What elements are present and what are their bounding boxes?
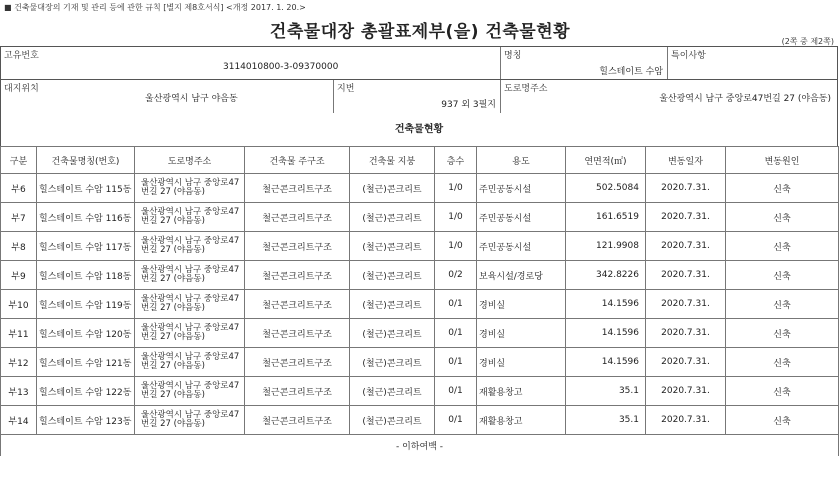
- table-header-row: [1, 147, 839, 174]
- row-road-address: 울산광역시 남구 중앙로47번길 27 (야음동): [135, 377, 245, 406]
- row-roof: (철근)콘크리트: [350, 290, 435, 319]
- row-main-structure: 철근콘크리트구조: [245, 232, 350, 261]
- row-building-name: 힐스테이트 수암 120동: [37, 319, 135, 348]
- row-change-date: 2020.7.31.: [646, 290, 726, 319]
- row-use: 재활용창고: [477, 377, 566, 406]
- row-roof: (철근)콘크리트: [350, 348, 435, 377]
- column-header: 건축물 주구조: [245, 147, 350, 174]
- column-header: 연면적(㎡): [566, 147, 646, 174]
- row-main-structure: 철근콘크리트구조: [245, 377, 350, 406]
- row-building-name: 힐스테이트 수암 122동: [37, 377, 135, 406]
- table-row: [1, 348, 839, 377]
- row-roof: (철근)콘크리트: [350, 406, 435, 435]
- name-label: 명칭: [504, 51, 522, 61]
- row-building-name: 힐스테이트 수암 121동: [37, 348, 135, 377]
- row-road-address: 울산광역시 남구 중앙로47번길 27 (야음동): [135, 406, 245, 435]
- row-change-reason: 신축: [726, 406, 839, 435]
- table-row: [1, 232, 839, 261]
- column-header: 층수: [435, 147, 477, 174]
- row-road-address: 울산광역시 남구 중앙로47번길 27 (야음동): [135, 203, 245, 232]
- table-body: [1, 174, 839, 457]
- row-change-date: 2020.7.31.: [646, 232, 726, 261]
- row-building-name: 힐스테이트 수암 116동: [37, 203, 135, 232]
- column-header: 변동원인: [726, 147, 839, 174]
- row-floor-area: 35.1: [566, 406, 646, 435]
- row-roof: (철근)콘크리트: [350, 377, 435, 406]
- form-law-note: ■ 건축물대장의 기재 및 관리 등에 관한 규칙 [별지 제8호서식] <개정 2017. 1. 20.>: [4, 3, 306, 12]
- lot-value: 937 외 3필지: [441, 100, 496, 110]
- row-road-address: 울산광역시 남구 중앙로47번길 27 (야음동): [135, 290, 245, 319]
- id-label: 고유번호: [4, 51, 39, 61]
- row-main-structure: 철근콘크리트구조: [245, 348, 350, 377]
- row-road-address: 울산광역시 남구 중앙로47번길 27 (야음동): [135, 261, 245, 290]
- id-cell: [1, 47, 501, 79]
- row-gubun: 부13: [1, 377, 37, 406]
- row-roof: (철근)콘크리트: [350, 232, 435, 261]
- row-roof: (철근)콘크리트: [350, 261, 435, 290]
- lot-label: 지번: [337, 84, 355, 94]
- row-change-reason: 신축: [726, 377, 839, 406]
- building-status-table: [0, 146, 839, 456]
- row-building-name: 힐스테이트 수암 123동: [37, 406, 135, 435]
- column-header: 건축물명칭(번호): [37, 147, 135, 174]
- row-road-address: 울산광역시 남구 중앙로47번길 27 (야음동): [135, 348, 245, 377]
- row-road-address: 울산광역시 남구 중앙로47번길 27 (야음동): [135, 174, 245, 203]
- end-of-list-note: - 이하여백 -: [1, 435, 839, 457]
- row-floors: 1/0: [435, 232, 477, 261]
- site-label: 대지위치: [4, 84, 39, 94]
- row-change-date: 2020.7.31.: [646, 319, 726, 348]
- row-main-structure: 철근콘크리트구조: [245, 319, 350, 348]
- row-floor-area: 14.1596: [566, 290, 646, 319]
- column-header: 구분: [1, 147, 37, 174]
- special-label: 특이사항: [671, 51, 706, 61]
- row-gubun: 부7: [1, 203, 37, 232]
- header-row-location: [0, 79, 838, 113]
- special-cell: [668, 47, 837, 79]
- row-change-date: 2020.7.31.: [646, 406, 726, 435]
- table-row: [1, 203, 839, 232]
- row-floors: 0/1: [435, 319, 477, 348]
- row-floors: 0/1: [435, 406, 477, 435]
- table-row: [1, 261, 839, 290]
- row-roof: (철근)콘크리트: [350, 174, 435, 203]
- row-floors: 0/2: [435, 261, 477, 290]
- row-use: 재활용창고: [477, 406, 566, 435]
- row-floor-area: 14.1596: [566, 319, 646, 348]
- row-main-structure: 철근콘크리트구조: [245, 290, 350, 319]
- row-main-structure: 철근콘크리트구조: [245, 203, 350, 232]
- road-label: 도로명주소: [504, 84, 548, 94]
- row-gubun: 부8: [1, 232, 37, 261]
- row-floors: 1/0: [435, 174, 477, 203]
- table-row: [1, 290, 839, 319]
- row-change-reason: 신축: [726, 290, 839, 319]
- row-gubun: 부11: [1, 319, 37, 348]
- row-use: 경비실: [477, 348, 566, 377]
- row-main-structure: 철근콘크리트구조: [245, 261, 350, 290]
- row-gubun: 부10: [1, 290, 37, 319]
- row-change-reason: 신축: [726, 174, 839, 203]
- column-header: 변동일자: [646, 147, 726, 174]
- table-row: [1, 406, 839, 435]
- section-title: 건축물현황: [0, 113, 838, 146]
- row-use: 주민공동시설: [477, 232, 566, 261]
- row-use: 경비실: [477, 290, 566, 319]
- row-floors: 1/0: [435, 203, 477, 232]
- row-change-date: 2020.7.31.: [646, 348, 726, 377]
- row-change-date: 2020.7.31.: [646, 377, 726, 406]
- row-change-date: 2020.7.31.: [646, 174, 726, 203]
- row-change-date: 2020.7.31.: [646, 261, 726, 290]
- name-value: 힐스테이트 수암: [599, 67, 663, 77]
- header-row-identity: [0, 46, 838, 80]
- column-header: 건축물 지붕: [350, 147, 435, 174]
- road-value: 울산광역시 남구 중앙로47번길 27 (야음동): [659, 94, 831, 104]
- row-use: 주민공동시설: [477, 174, 566, 203]
- name-cell: [501, 47, 668, 79]
- row-main-structure: 철근콘크리트구조: [245, 406, 350, 435]
- table-row: [1, 319, 839, 348]
- row-roof: (철근)콘크리트: [350, 319, 435, 348]
- row-change-reason: 신축: [726, 348, 839, 377]
- site-cell: [1, 80, 334, 113]
- column-header: 용도: [477, 147, 566, 174]
- table-row: [1, 377, 839, 406]
- document-title: 건축물대장 총괄표제부(을) 건축물현황: [269, 22, 571, 42]
- row-building-name: 힐스테이트 수암 117동: [37, 232, 135, 261]
- row-road-address: 울산광역시 남구 중앙로47번길 27 (야음동): [135, 232, 245, 261]
- table-end-row: [1, 435, 839, 457]
- road-cell: [501, 80, 837, 113]
- row-floor-area: 14.1596: [566, 348, 646, 377]
- row-change-reason: 신축: [726, 232, 839, 261]
- row-use: 보육시설/경로당: [477, 261, 566, 290]
- row-floors: 0/1: [435, 290, 477, 319]
- row-floor-area: 502.5084: [566, 174, 646, 203]
- row-floors: 0/1: [435, 377, 477, 406]
- page-number: (2쪽 중 제2쪽): [781, 37, 834, 46]
- row-building-name: 힐스테이트 수암 118동: [37, 261, 135, 290]
- row-main-structure: 철근콘크리트구조: [245, 174, 350, 203]
- row-gubun: 부14: [1, 406, 37, 435]
- row-road-address: 울산광역시 남구 중앙로47번길 27 (야음동): [135, 319, 245, 348]
- site-value: 울산광역시 남구 야음동: [145, 94, 238, 104]
- column-header: 도로명주소: [135, 147, 245, 174]
- row-gubun: 부12: [1, 348, 37, 377]
- row-floor-area: 121.9908: [566, 232, 646, 261]
- row-use: 주민공동시설: [477, 203, 566, 232]
- row-gubun: 부9: [1, 261, 37, 290]
- row-change-date: 2020.7.31.: [646, 203, 726, 232]
- row-roof: (철근)콘크리트: [350, 203, 435, 232]
- table-row: [1, 174, 839, 203]
- row-building-name: 힐스테이트 수암 119동: [37, 290, 135, 319]
- id-value: 3114010800-3-09370000: [223, 62, 339, 72]
- row-gubun: 부6: [1, 174, 37, 203]
- row-floors: 0/1: [435, 348, 477, 377]
- lot-cell: [334, 80, 501, 113]
- row-change-reason: 신축: [726, 319, 839, 348]
- row-change-reason: 신축: [726, 261, 839, 290]
- row-change-reason: 신축: [726, 203, 839, 232]
- row-building-name: 힐스테이트 수암 115동: [37, 174, 135, 203]
- row-floor-area: 342.8226: [566, 261, 646, 290]
- row-floor-area: 161.6519: [566, 203, 646, 232]
- row-use: 경비실: [477, 319, 566, 348]
- row-floor-area: 35.1: [566, 377, 646, 406]
